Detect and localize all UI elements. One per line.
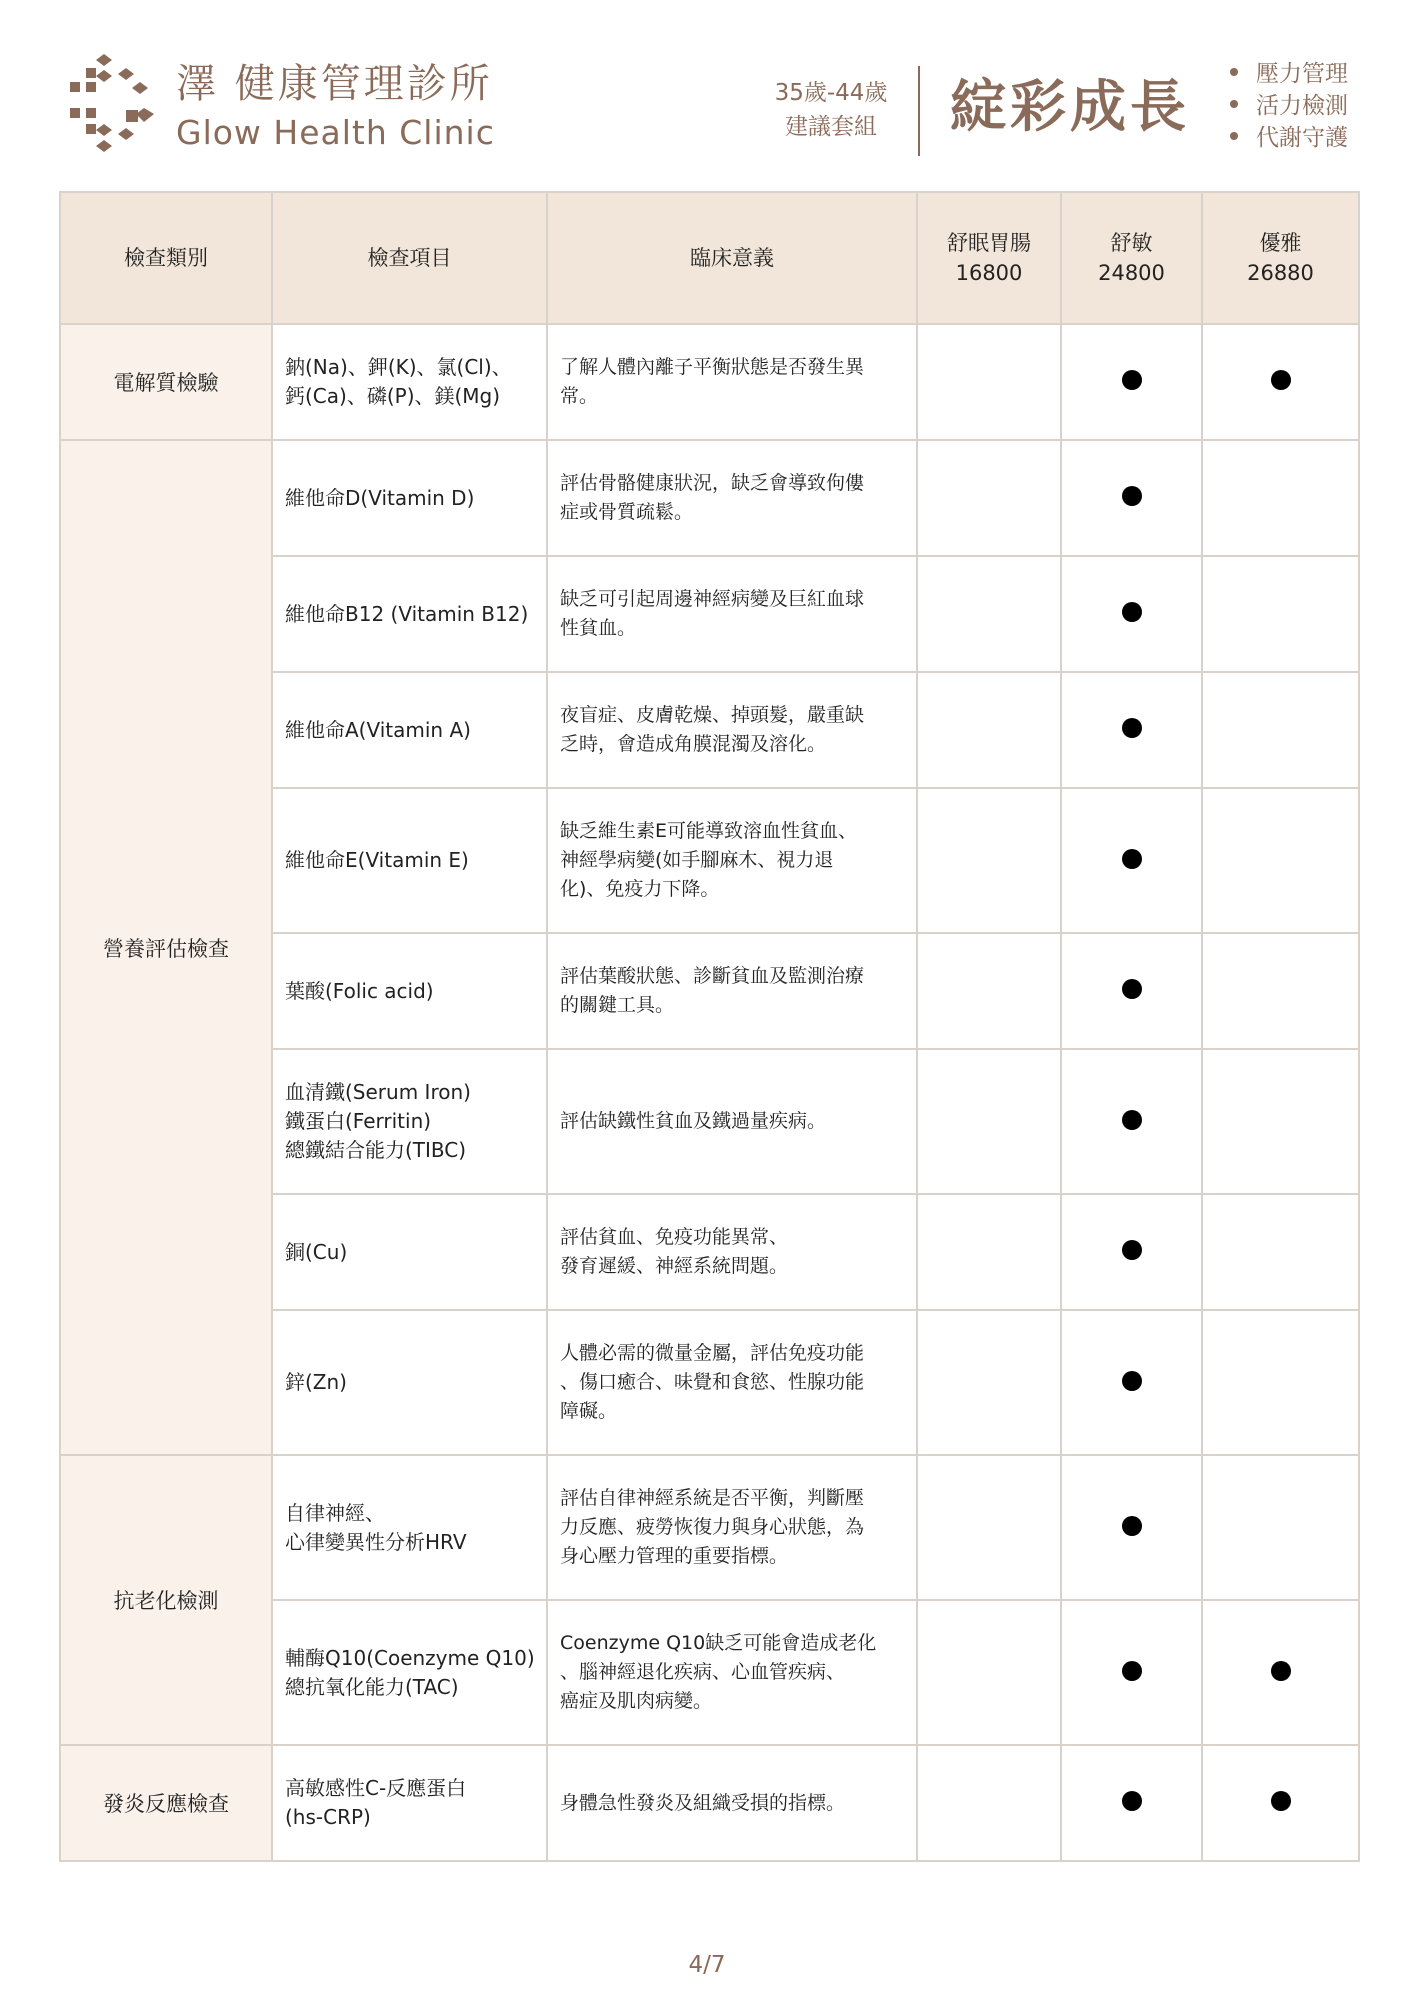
- included-dot-icon: [1122, 1791, 1142, 1811]
- exam-item-cell: 血清鐵(Serum Iron) 鐵蛋白(Ferritin) 總鐵結合能力(TIBC): [272, 1049, 547, 1194]
- plan-inclusion-cell: [917, 1455, 1061, 1600]
- plan-inclusion-cell: [1202, 440, 1359, 556]
- plan-inclusion-cell: [917, 556, 1061, 672]
- bullet-icon: [1230, 68, 1238, 76]
- included-dot-icon: [1122, 1371, 1142, 1391]
- package-title: 綻彩成長: [950, 75, 1190, 140]
- included-dot-icon: [1122, 486, 1142, 506]
- table-row: [60, 324, 1359, 440]
- included-dot-icon: [1122, 1240, 1142, 1260]
- category-cell: 抗老化檢測: [60, 1455, 272, 1745]
- bullet-icon: [1230, 132, 1238, 140]
- plan-inclusion-cell: [1202, 1049, 1359, 1194]
- plan-inclusion-cell: [1202, 933, 1359, 1049]
- plan-inclusion-cell: [1061, 933, 1202, 1049]
- clinical-meaning-cell: 評估缺鐵性貧血及鐵過量疾病。: [547, 1049, 917, 1194]
- plan-inclusion-cell: [1202, 1600, 1359, 1745]
- plan-inclusion-cell: [917, 1194, 1061, 1310]
- included-dot-icon: [1271, 1661, 1291, 1681]
- included-dot-icon: [1271, 1791, 1291, 1811]
- exam-item-cell: 鋅(Zn): [272, 1310, 547, 1455]
- feature-item: 壓力管理: [1230, 58, 1348, 90]
- age-range: 35歲-44歲: [774, 80, 888, 106]
- clinical-meaning-cell: 評估葉酸狀態、診斷貧血及監測治療 的關鍵工具。: [547, 933, 917, 1049]
- feature-item: 代謝守護: [1230, 122, 1348, 154]
- plan-inclusion-cell: [1202, 1194, 1359, 1310]
- table-row: [60, 1455, 1359, 1600]
- plan-inclusion-cell: [1202, 1310, 1359, 1455]
- clinical-meaning-cell: Coenzyme Q10缺乏可能會造成老化 、腦神經退化疾病、心血管疾病、 癌症及肌肉病變。: [547, 1600, 917, 1745]
- exam-item-cell: 銅(Cu): [272, 1194, 547, 1310]
- table-row: [60, 440, 1359, 556]
- category-cell: 發炎反應檢查: [60, 1745, 272, 1861]
- category-cell: 電解質檢驗: [60, 324, 272, 440]
- header-item: 檢查項目: [272, 192, 547, 324]
- clinic-logo-icon: [64, 52, 164, 156]
- plan-inclusion-cell: [1202, 556, 1359, 672]
- feature-list: [1230, 58, 1348, 154]
- clinical-meaning-cell: 了解人體內離子平衡狀態是否發生異 常。: [547, 324, 917, 440]
- plan-inclusion-cell: [917, 1600, 1061, 1745]
- exam-item-cell: 維他命A(Vitamin A): [272, 672, 547, 788]
- included-dot-icon: [1122, 849, 1142, 869]
- page-number: 4/7: [688, 1952, 726, 1978]
- clinical-meaning-cell: 缺乏維生素E可能導致溶血性貧血、 神經學病變(如手腳麻木、視力退 化)、免疫力下降。: [547, 788, 917, 933]
- plan-inclusion-cell: [917, 440, 1061, 556]
- plan-inclusion-cell: [1061, 324, 1202, 440]
- plan-inclusion-cell: [1202, 1745, 1359, 1861]
- plan-inclusion-cell: [1061, 788, 1202, 933]
- plan-inclusion-cell: [917, 324, 1061, 440]
- category-cell: 營養評估檢查: [60, 440, 272, 1455]
- plan-inclusion-cell: [1061, 1049, 1202, 1194]
- plan-inclusion-cell: [1061, 1194, 1202, 1310]
- clinical-meaning-cell: 缺乏可引起周邊神經病變及巨紅血球 性貧血。: [547, 556, 917, 672]
- header-category: 檢查類別: [60, 192, 272, 324]
- plan-inclusion-cell: [1202, 788, 1359, 933]
- exam-item-cell: 高敏感性C-反應蛋白 (hs-CRP): [272, 1745, 547, 1861]
- included-dot-icon: [1122, 718, 1142, 738]
- clinical-meaning-cell: 評估骨骼健康狀況，缺乏會導致佝僂 症或骨質疏鬆。: [547, 440, 917, 556]
- plan-inclusion-cell: [1061, 556, 1202, 672]
- feature-item: 活力檢測: [1230, 90, 1348, 122]
- plan-inclusion-cell: [1061, 1455, 1202, 1600]
- included-dot-icon: [1122, 1110, 1142, 1130]
- table-header-row: [60, 192, 1359, 324]
- age-group-label: [760, 76, 902, 144]
- header-plan: 舒敏 24800: [1061, 192, 1202, 324]
- clinical-meaning-cell: 人體必需的微量金屬，評估免疫功能 、傷口癒合、味覺和食慾、性腺功能 障礙。: [547, 1310, 917, 1455]
- exam-item-cell: 維他命E(Vitamin E): [272, 788, 547, 933]
- plan-inclusion-cell: [1202, 324, 1359, 440]
- plan-inclusion-cell: [917, 1049, 1061, 1194]
- exam-item-cell: 維他命B12 (Vitamin B12): [272, 556, 547, 672]
- plan-inclusion-cell: [1202, 672, 1359, 788]
- plan-inclusion-cell: [1061, 1600, 1202, 1745]
- clinical-meaning-cell: 身體急性發炎及組織受損的指標。: [547, 1745, 917, 1861]
- plan-inclusion-cell: [1202, 1455, 1359, 1600]
- clinical-meaning-cell: 評估自律神經系統是否平衡，判斷壓 力反應、疲勞恢復力與身心狀態，為 身心壓力管理的重要指標。: [547, 1455, 917, 1600]
- header-divider: [918, 66, 920, 156]
- exam-item-cell: 輔酶Q10(Coenzyme Q10) 總抗氧化能力(TAC): [272, 1600, 547, 1745]
- included-dot-icon: [1122, 1661, 1142, 1681]
- clinic-name-chinese: 澤 健康管理診所: [176, 61, 493, 107]
- included-dot-icon: [1122, 602, 1142, 622]
- plan-inclusion-cell: [917, 1310, 1061, 1455]
- plan-inclusion-cell: [1061, 1310, 1202, 1455]
- exam-item-cell: 維他命D(Vitamin D): [272, 440, 547, 556]
- exam-item-cell: 自律神經、 心律變異性分析HRV: [272, 1455, 547, 1600]
- plan-inclusion-cell: [1061, 1745, 1202, 1861]
- exam-item-cell: 鈉(Na)、鉀(K)、氯(Cl)、 鈣(Ca)、磷(P)、鎂(Mg): [272, 324, 547, 440]
- plan-inclusion-cell: [917, 1745, 1061, 1861]
- bullet-icon: [1230, 100, 1238, 108]
- header-meaning: 臨床意義: [547, 192, 917, 324]
- header-plan: 優雅 26880: [1202, 192, 1359, 324]
- clinic-name-english: Glow Health Clinic: [176, 113, 495, 152]
- included-dot-icon: [1122, 979, 1142, 999]
- plan-inclusion-cell: [917, 672, 1061, 788]
- exam-item-cell: 葉酸(Folic acid): [272, 933, 547, 1049]
- plan-inclusion-cell: [917, 933, 1061, 1049]
- clinical-meaning-cell: 評估貧血、免疫功能異常、 發育遲緩、神經系統問題。: [547, 1194, 917, 1310]
- exam-package-table: [59, 191, 1360, 1862]
- included-dot-icon: [1122, 370, 1142, 390]
- plan-inclusion-cell: [1061, 672, 1202, 788]
- included-dot-icon: [1271, 370, 1291, 390]
- header-plan: 舒眠胃腸 16800: [917, 192, 1061, 324]
- plan-inclusion-cell: [917, 788, 1061, 933]
- clinical-meaning-cell: 夜盲症、皮膚乾燥、掉頭髮，嚴重缺 乏時，會造成角膜混濁及溶化。: [547, 672, 917, 788]
- table-row: [60, 1745, 1359, 1861]
- package-type: 建議套組: [785, 114, 877, 140]
- plan-inclusion-cell: [1061, 440, 1202, 556]
- included-dot-icon: [1122, 1516, 1142, 1536]
